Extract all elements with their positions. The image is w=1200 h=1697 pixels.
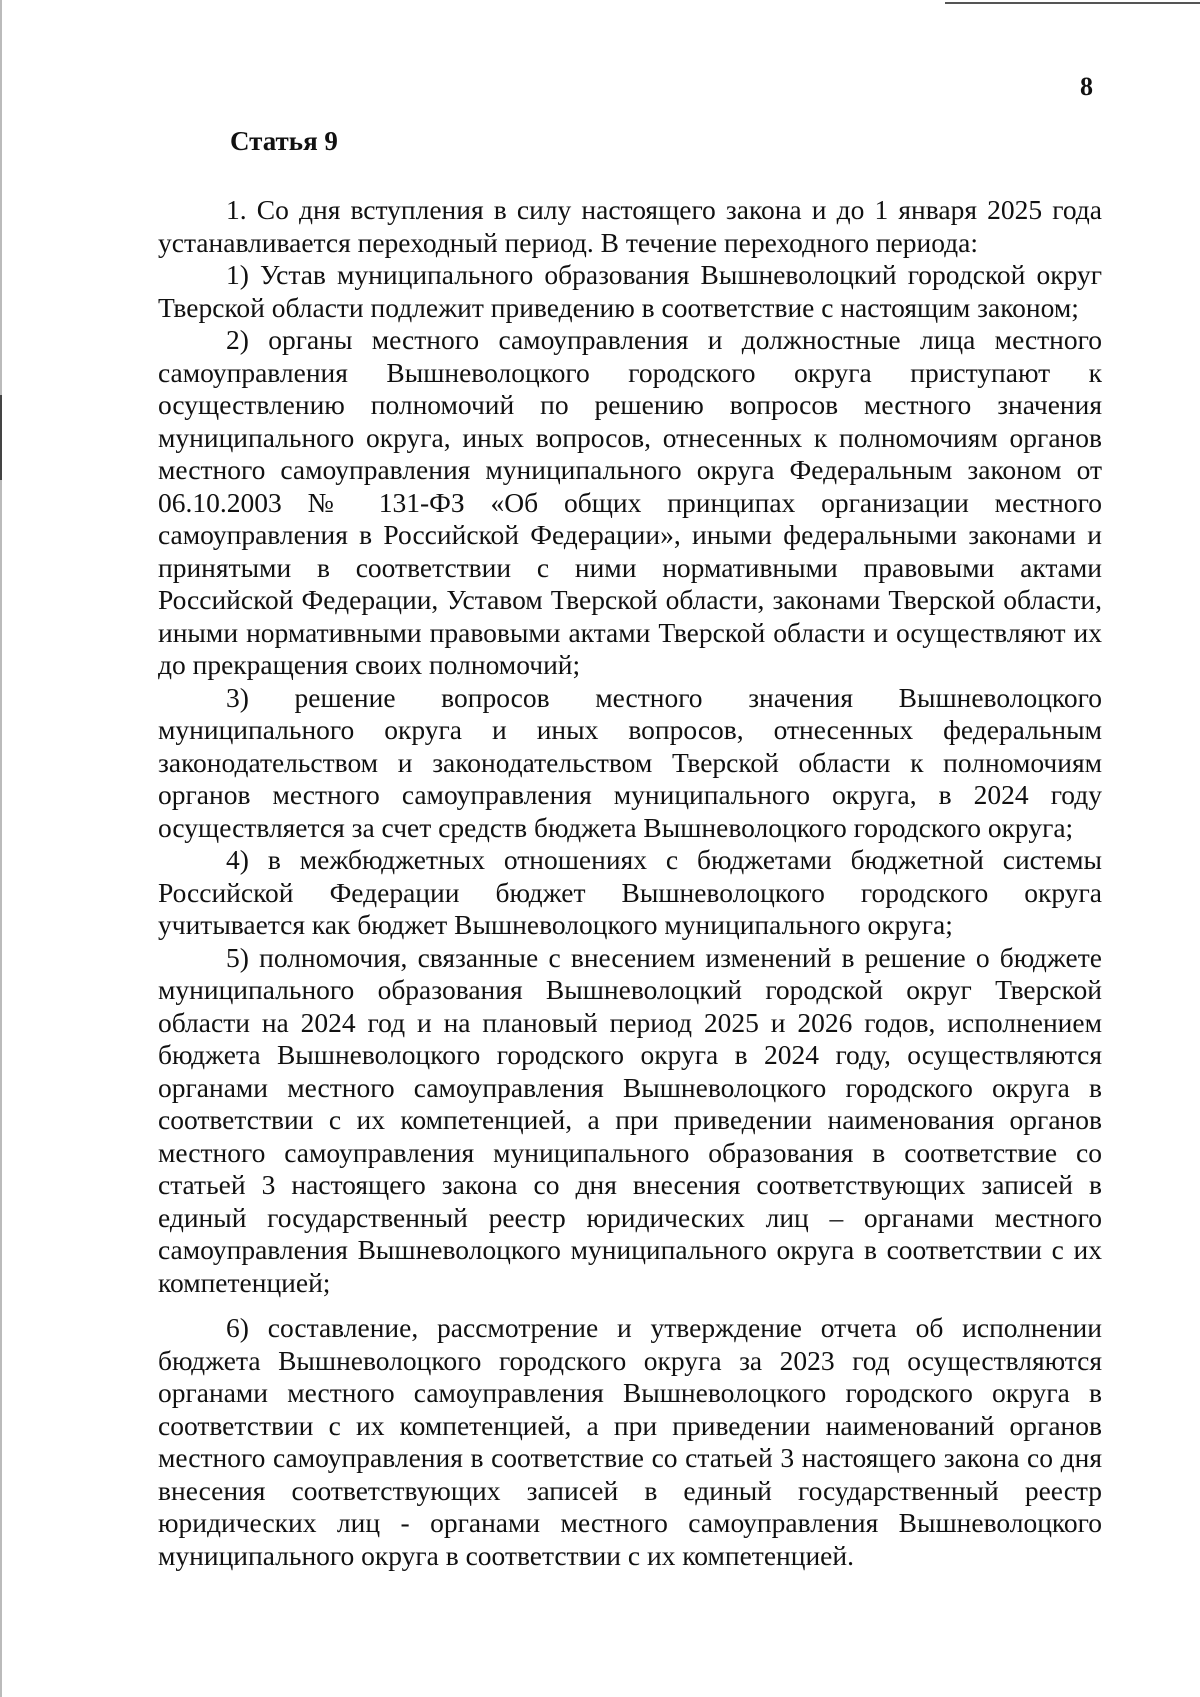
scan-edge-left-mark xyxy=(0,395,2,480)
scan-edge-left xyxy=(0,0,2,1697)
paragraph-item-3: 3) решение вопросов местного значения Вышневолоцкого муниципального округа и иных вопросов, отнесенных федеральным законодательством и законодательством Тверской области к полномочиям органов местного самоуправления муниципального округа, в 2024 году осуществляется за счет средств бюджета Вышневолоцкого городского округа; xyxy=(158,681,1102,843)
scan-edge-top xyxy=(945,2,1200,4)
article-body xyxy=(158,194,1102,1572)
paragraph-item-4: 4) в межбюджетных отношениях с бюджетами бюджетной системы Российской Федерации бюджет Вышневолоцкого городского округа учитывается как бюджет Вышневолоцкого муниципального округа; xyxy=(158,844,1102,940)
article-title: Статья 9 xyxy=(230,126,338,156)
paragraph-item-1: 1) Устав муниципального образования Вышневолоцкий городской округ Тверской области подлежит приведению в соответствие с настоящим законом; xyxy=(158,259,1102,323)
paragraph-1: 1. Со дня вступления в силу настоящего закона и до 1 января 2025 года устанавливается переходный период. В течение переходного периода: xyxy=(158,194,1102,258)
page-number: 8 xyxy=(1080,72,1093,101)
paragraph-item-5: 5) полномочия, связанные с внесением изменений в решение о бюджете муниципального образования Вышневолоцкий городской округ Тверской области на 2024 год и на плановый период 2025 и 2026 годов, исполнением бюджета Вышневолоцкого городского округа в 2024 году, осуществляются органами местного самоуправления Вышневолоцкого городского округа в соответствии с их компетенцией, а при приведении наименования органов местного самоуправления муниципального образования в соответствие со статьей 3 настоящего закона со дня внесения соответствующих записей в единый государственный реестр юридических лиц – органами местного самоуправления Вышневолоцкого муниципального округа в соответствии с их компетенцией; xyxy=(158,941,1102,1298)
paragraph-item-2: 2) органы местного самоуправления и должностные лица местного самоуправления Вышневолоцкого городского округа приступают к осуществлению полномочий по решению вопросов местного значения муниципального округа, иных вопросов, отнесенных к полномочиям органов местного самоуправления муниципального округа Федеральным законом от 06.10.2003 № 131-ФЗ «Об общих принципах организации местного самоуправления в Российской Федерации», иными федеральными законами и принятыми в соответствии с ними нормативными правовыми актами Российской Федерации, Уставом Тверской области, законами Тверской области, иными нормативными правовыми актами Тверской области и осуществляют их до прекращения своих полномочий; xyxy=(158,324,1102,680)
paragraph-item-6: 6) составление, рассмотрение и утверждение отчета об исполнении бюджета Вышневолоцкого городского округа за 2023 год осуществляются органами местного самоуправления Вышневолоцкого городского округа в соответствии с их компетенцией, а при приведении наименований органов местного самоуправления в соответствие со статьей 3 настоящего закона со дня внесения соответствующих записей в единый государственный реестр юридических лиц - органами местного самоуправления Вышневолоцкого муниципального округа в соответствии с их компетенцией. xyxy=(158,1312,1102,1571)
